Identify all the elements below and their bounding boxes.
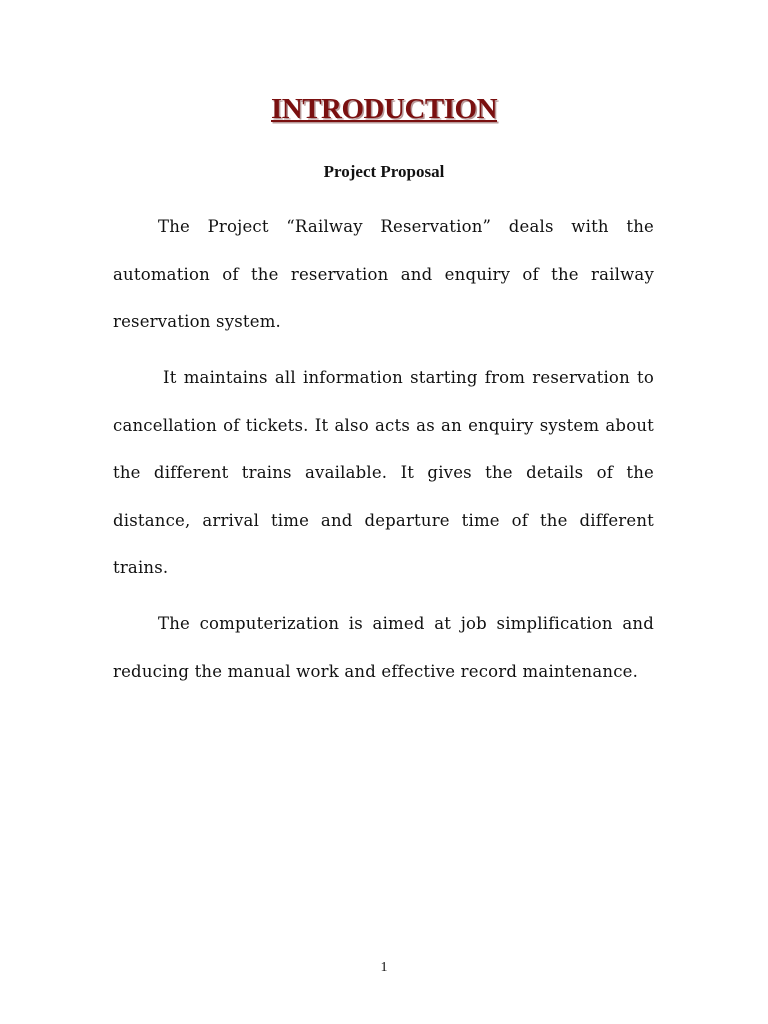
page-number: 1 <box>380 960 388 975</box>
paragraph: The computerization is aimed at job simplification and reducing the manual work and effective record maintenance. <box>113 614 654 681</box>
paragraph: The Project “Railway Reservation” deals with the automation of the reservation and enquiry of the railway reservation system. <box>113 217 654 331</box>
paragraph-block <box>113 354 654 592</box>
paragraph-block <box>113 203 654 346</box>
paragraph: It maintains all information starting from reservation to cancellation of tickets. It also acts as an enquiry system about the different trains available. It gives the details of the distance, arrival time and departure time of the different trains. <box>113 368 654 577</box>
paragraph-block <box>113 600 654 695</box>
section-subtitle: Project Proposal <box>323 162 445 181</box>
page-title: INTRODUCTION <box>270 93 498 125</box>
